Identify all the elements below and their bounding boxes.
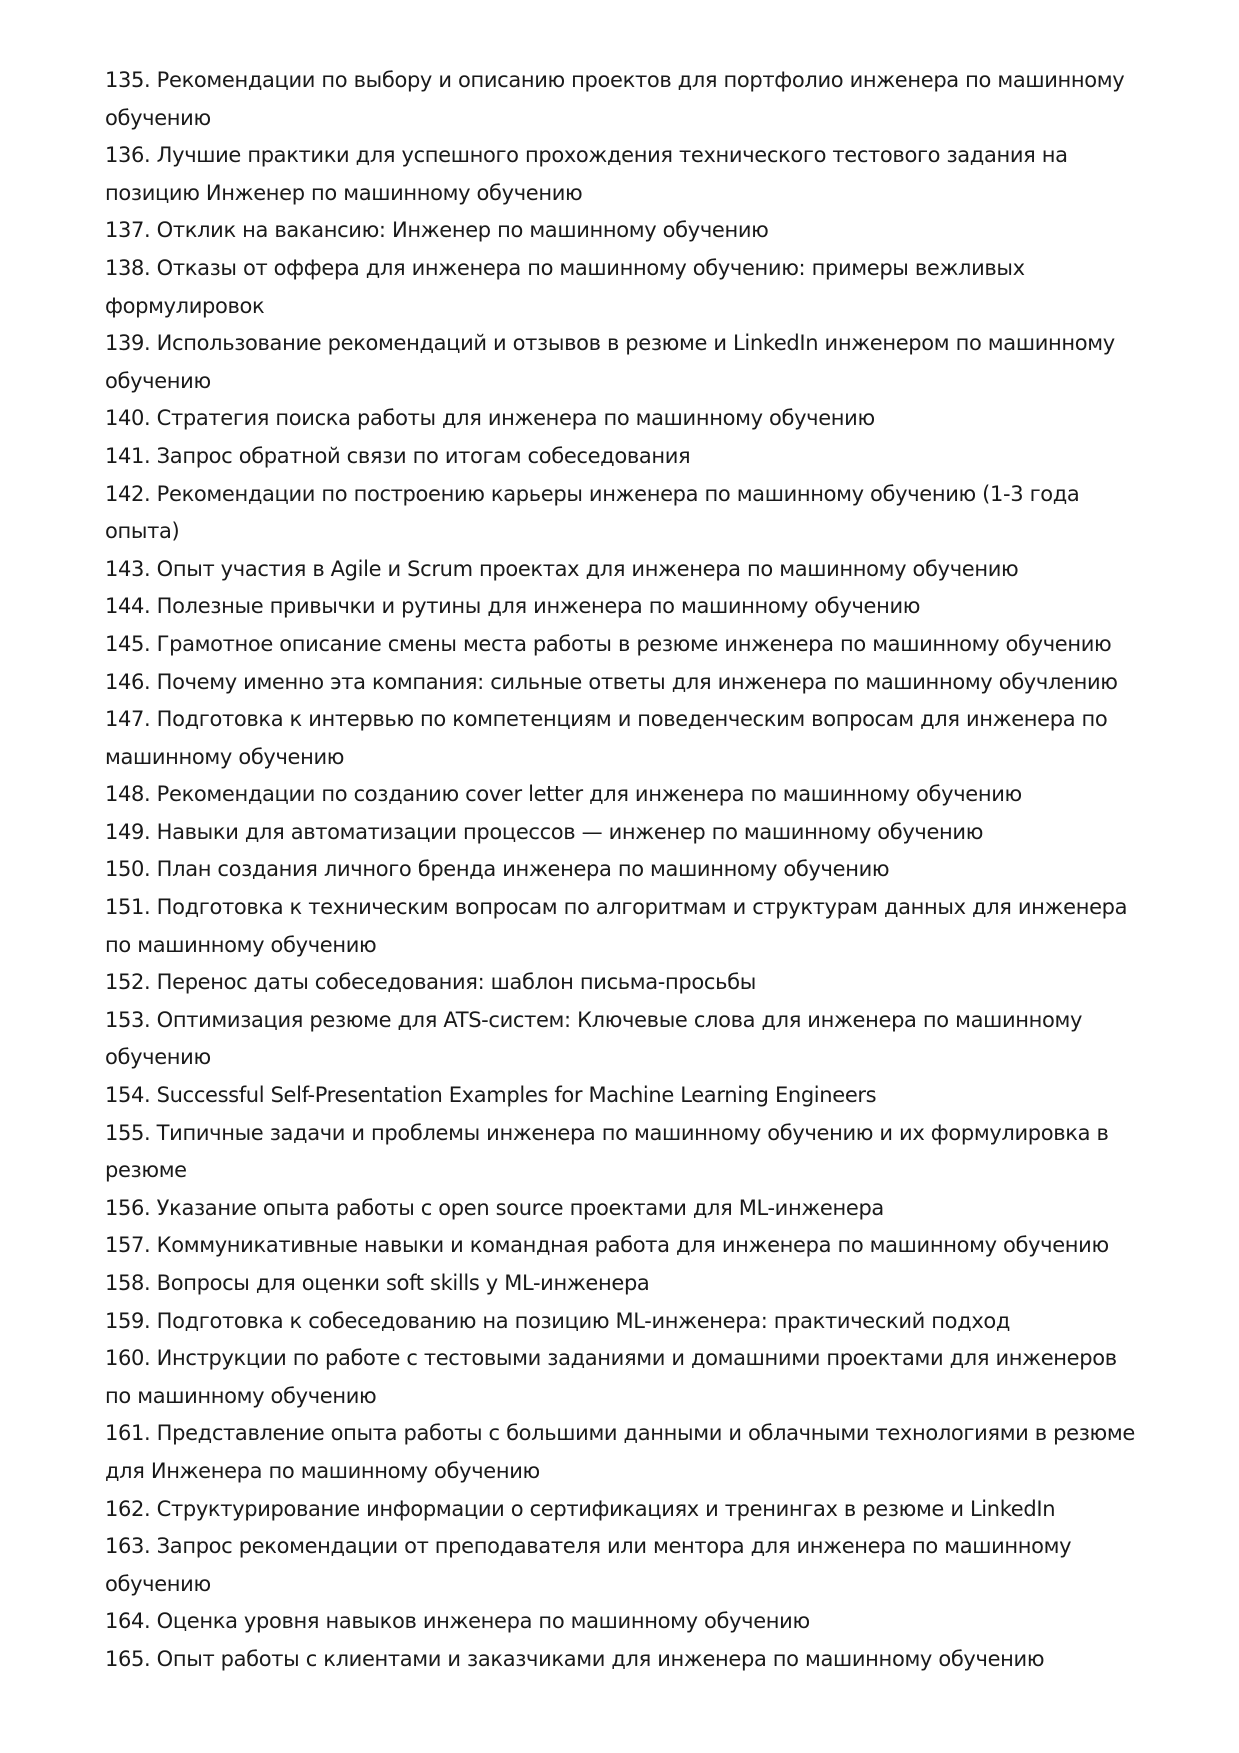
list-item: 159. Подготовка к собеседованию на позицию ML-инженера: практический подход: [105, 1308, 1011, 1333]
list-item: 161. Представление опыта работы с большими данными и облачными технологиями в резюме для Инженера по машинному обучению: [105, 1421, 1135, 1483]
list-item: 150. План создания личного бренда инженера по машинному обучению: [105, 857, 890, 882]
list-item: 145. Грамотное описание смены места работы в резюме инженера по машинному обучению: [105, 631, 1112, 656]
list-item: 139. Использование рекомендаций и отзывов в резюме и LinkedIn инженером по машинному обучению: [105, 331, 1115, 393]
list-item: 165. Опыт работы с клиентами и заказчиками для инженера по машинному обучению: [105, 1646, 1045, 1671]
list-item: 162. Структурирование информации о сертификациях и тренингах в резюме и LinkedIn: [105, 1496, 1056, 1521]
list-item: 160. Инструкции по работе с тестовыми заданиями и домашними проектами для инженеров по машинному обучению: [105, 1346, 1117, 1408]
list-item: 143. Опыт участия в Agile и Scrum проектах для инженера по машинному обучению: [105, 556, 1019, 581]
list-item: 138. Отказы от оффера для инженера по машинному обучению: примеры вежливых формулировок: [105, 255, 1025, 318]
list-item: 157. Коммуникативные навыки и командная работа для инженера по машинному обучению: [105, 1233, 1109, 1258]
list-item: 151. Подготовка к техническим вопросам по алгоритмам и структурам данных для инженера по машинному обучению: [105, 895, 1128, 957]
list-item: 140. Стратегия поиска работы для инженера по машинному обучению: [105, 406, 875, 431]
list-item: 154. Successful Self-Presentation Examples for Machine Learning Engineers: [105, 1083, 877, 1108]
list-item: 147. Подготовка к интервью по компетенциям и поведенческим вопросам для инженера по машинному обучению: [105, 707, 1108, 769]
list-item: 163. Запрос рекомендации от преподавателя или ментора для инженера по машинному обучению: [105, 1534, 1072, 1596]
topic-list: [105, 62, 1145, 1679]
list-item: 149. Навыки для автоматизации процессов — инженер по машинному обучению: [105, 819, 984, 844]
list-item: 153. Оптимизация резюме для ATS-систем: Ключевые слова для инженера по машинному обучению: [105, 1007, 1083, 1070]
list-item: 164. Оценка уровня навыков инженера по машинному обучению: [105, 1609, 810, 1634]
list-item: 146. Почему именно эта компания: сильные ответы для инженера по машинному обучлению: [105, 669, 1118, 694]
list-item: 136. Лучшие практики для успешного прохождения технического тестового задания на позицию Инженер по машинному обучению: [105, 143, 1068, 205]
list-item: 137. Отклик на вакансию: Инженер по машинному обучению: [105, 218, 769, 243]
list-item: 141. Запрос обратной связи по итогам собеседования: [105, 443, 691, 468]
list-item: 152. Перенос даты собеседования: шаблон письма-просьбы: [105, 970, 756, 995]
list-item: 158. Вопросы для оценки soft skills у ML-инженера: [105, 1271, 650, 1295]
list-item: 155. Типичные задачи и проблемы инженера по машинному обучению и их формулировка в резюме: [105, 1120, 1109, 1183]
list-item: 144. Полезные привычки и рутины для инженера по машинному обучению: [105, 594, 921, 619]
list-item: 156. Указание опыта работы с open source проектами для ML-инженера: [105, 1195, 884, 1220]
list-item: 148. Рекомендации по созданию cover letter для инженера по машинному обучению: [105, 782, 1022, 807]
list-item: 142. Рекомендации по построению карьеры инженера по машинному обучению (1-3 года опыта): [105, 481, 1080, 544]
list-item: 135. Рекомендации по выбору и описанию проектов для портфолио инженера по машинному обучению: [105, 68, 1125, 130]
